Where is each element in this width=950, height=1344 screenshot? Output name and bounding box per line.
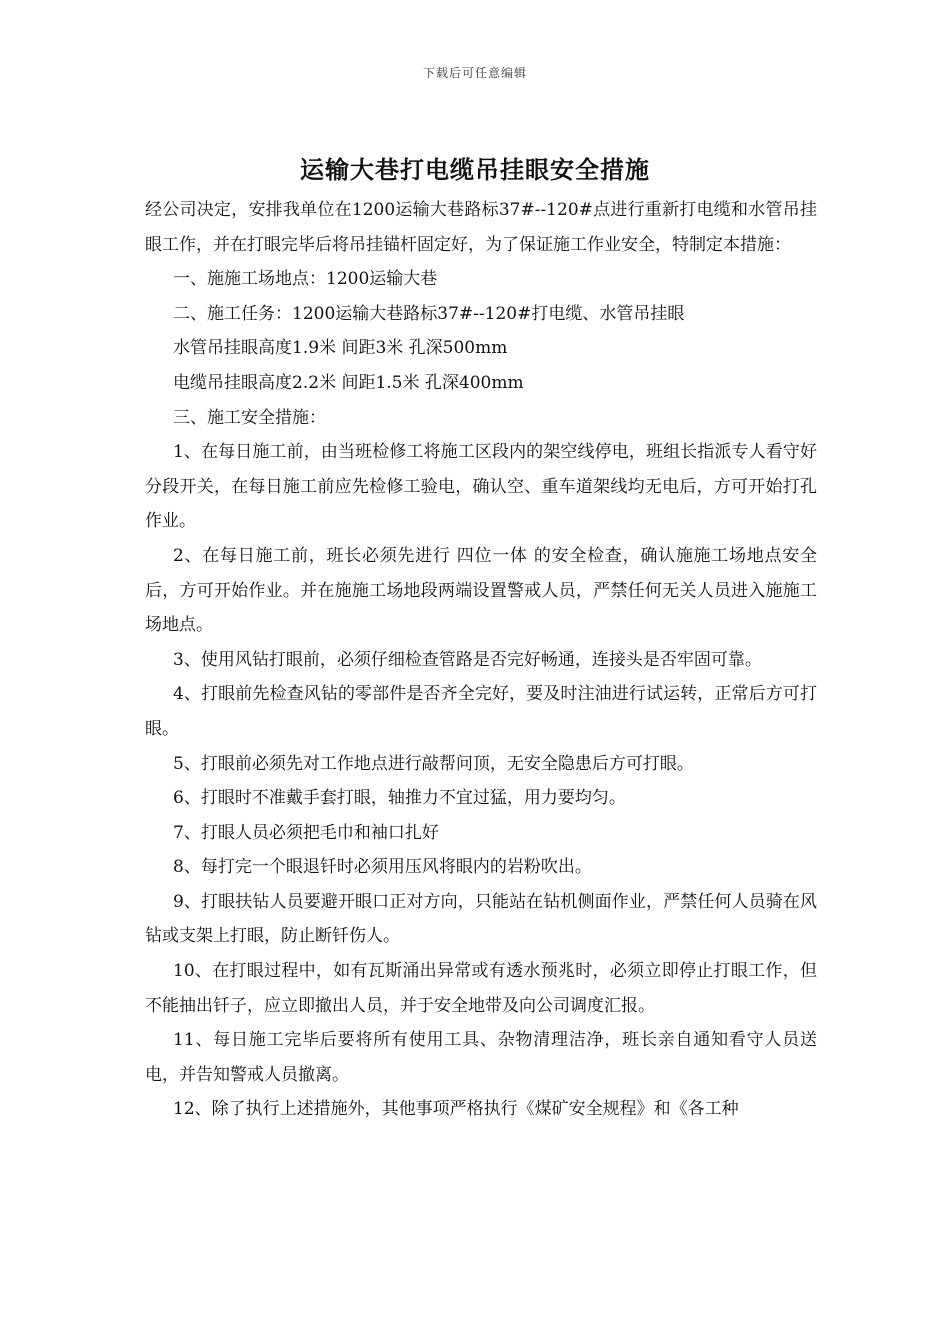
- intro-paragraph: 经公司决定，安排我单位在1200运输大巷路标37#--120#点进行重新打电缆和水管吊挂眼工作，并在打眼完毕后将吊挂锚杆固定好，为了保证施工作业安全，特制定本措施：: [145, 200, 817, 255]
- measure-item-2: 2、在每日施工前，班长必须先进行 四位一体 的安全检查，确认施施工场地点安全后，方可开始作业。并在施施工场地段两端设置警戒人员，严禁任何无关人员进入施施工场地点。: [145, 545, 817, 636]
- measure-item-10: 10、在打眼过程中，如有瓦斯涌出异常或有透水预兆时，必须立即停止打眼工作，但不能抽出钎子，应立即撤出人员，并于安全地带及向公司调度汇报。: [145, 961, 817, 1016]
- document-body: [145, 193, 817, 1127]
- document-title: 运输大巷打电缆吊挂眼安全措施: [300, 155, 650, 184]
- measure-item-11: 11、每日施工完毕后要将所有使用工具、杂物清理洁净，班长亲自通知看守人员送电，并告知警戒人员撤离。: [145, 1030, 817, 1085]
- measure-item-5: 5、打眼前必须先对工作地点进行敲帮问顶，无安全隐患后方可打眼。: [173, 753, 694, 774]
- measure-item-6: 6、打眼时不准戴手套打眼，轴推力不宜过猛，用力要均匀。: [173, 788, 626, 809]
- measure-item-3: 3、使用风钻打眼前，必须仔细检查管路是否完好畅通，连接头是否牢固可靠。: [173, 649, 762, 670]
- task-spec-water-pipe: 水管吊挂眼高度1.9米 间距3米 孔深500mm: [173, 338, 508, 359]
- measure-item-1: 1、在每日施工前，由当班检修工将施工区段内的架空线停电，班组长指派专人看守好分段开关，在每日施工前应先检修工验电，确认空、重车道架线均无电后，方可开始打孔作业。: [145, 442, 817, 532]
- measure-item-12: 12、除了执行上述措施外，其他事项严格执行《煤矿安全规程》和《各工种: [173, 1099, 739, 1120]
- section-location: 一、施施工场地点：1200运输大巷: [173, 269, 438, 290]
- section-safety-measures: 三、施工安全措施：: [173, 407, 326, 428]
- section-task: 二、施工任务：1200运输大巷路标37#--120#打电缆、水管吊挂眼: [173, 303, 685, 324]
- measure-item-9: 9、打眼扶钻人员要避开眼口正对方向，只能站在钻机侧面作业，严禁任何人员骑在风钻或支架上打眼，防止断钎伤人。: [145, 891, 817, 947]
- measure-item-4: 4、打眼前先检查风钻的零部件是否齐全完好，要及时注油进行试运转，正常后方可打眼。: [145, 684, 817, 739]
- task-spec-cable: 电缆吊挂眼高度2.2米 间距1.5米 孔深400mm: [173, 372, 524, 393]
- measure-item-8: 8、每打完一个眼退钎时必须用压风将眼内的岩粉吹出。: [173, 857, 592, 878]
- header-note: 下载后可任意编辑: [422, 66, 527, 80]
- measure-item-7: 7、打眼人员必须把毛巾和袖口扎好: [173, 822, 439, 843]
